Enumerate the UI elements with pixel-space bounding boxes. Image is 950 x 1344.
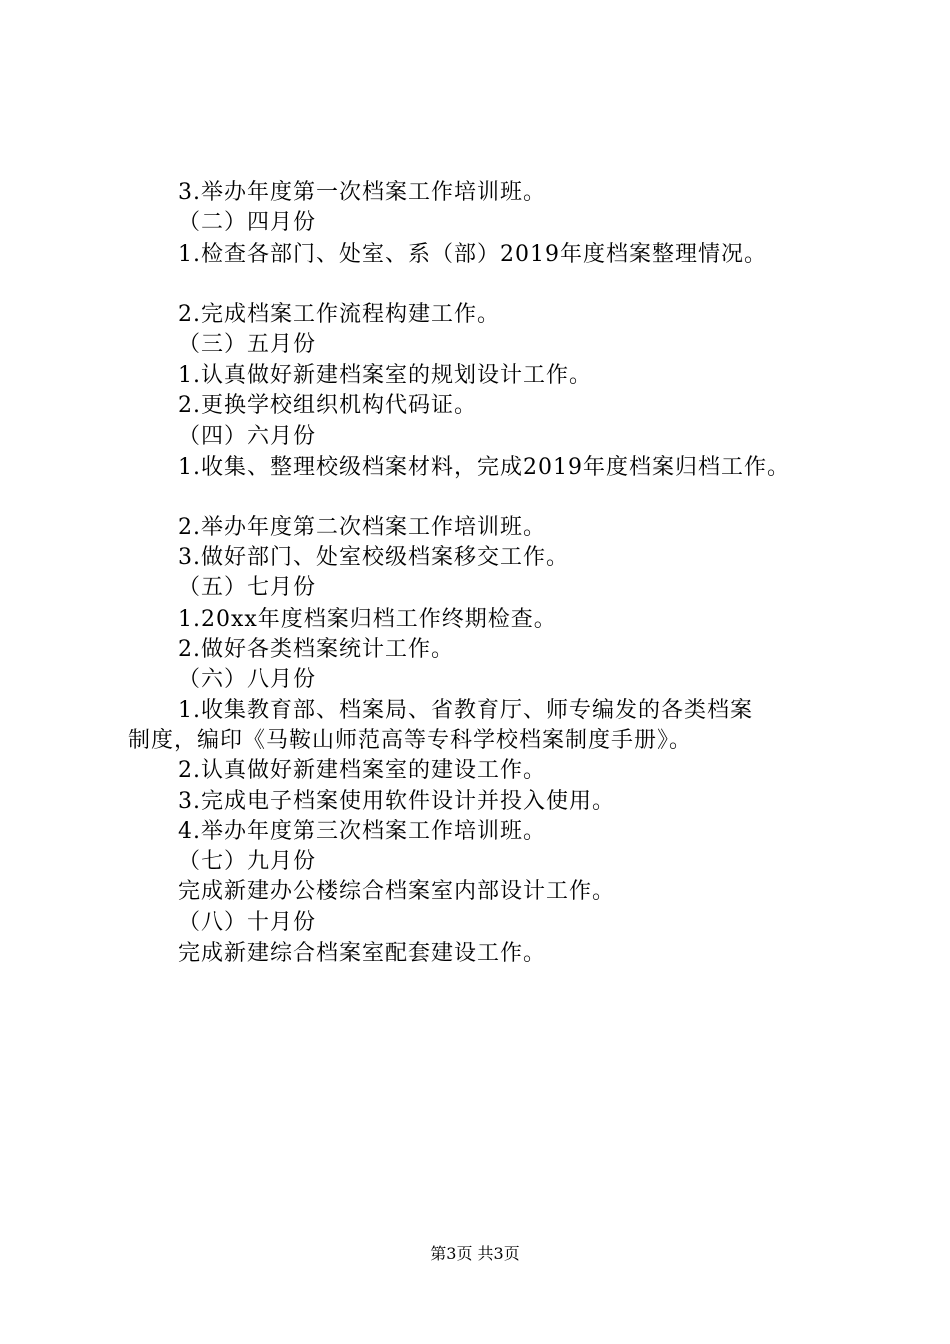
- text-line: 1.认真做好新建档案室的规划设计工作。: [178, 363, 592, 388]
- text-line: 3.完成电子档案使用软件设计并投入使用。: [178, 789, 615, 814]
- section-heading: （三）五月份: [178, 332, 317, 357]
- page-number-footer: 第3页 共3页: [430, 1244, 520, 1263]
- section-heading: （八）十月份: [178, 910, 317, 935]
- text-line: 2.更换学校组织机构代码证。: [178, 393, 477, 418]
- text-line: 3.做好部门、处室校级档案移交工作。: [178, 545, 569, 570]
- text-line: 2.做好各类档案统计工作。: [178, 637, 454, 662]
- text-line: 2.完成档案工作流程构建工作。: [178, 302, 500, 327]
- text-line: 2.举办年度第二次档案工作培训班。: [178, 515, 546, 540]
- text-line: 1.检查各部门、处室、系（部）2019年度档案整理情况。: [178, 242, 767, 267]
- section-heading: （六）八月份: [178, 667, 317, 692]
- text-line: 2.认真做好新建档案室的建设工作。: [178, 758, 546, 783]
- section-heading: （二）四月份: [178, 210, 317, 235]
- text-line: 3.举办年度第一次档案工作培训班。: [178, 180, 546, 205]
- text-line: 完成新建综合档案室配套建设工作。: [178, 941, 547, 966]
- section-heading: （七）九月份: [178, 849, 317, 874]
- text-line: 完成新建办公楼综合档案室内部设计工作。: [178, 879, 616, 904]
- section-heading: （五）七月份: [178, 575, 317, 600]
- text-line: 制度，编印《马鞍山师范高等专科学校档案制度手册》。: [128, 728, 693, 753]
- text-line: 1.20xx年度档案归档工作终期检查。: [178, 607, 557, 632]
- text-line: 1.收集教育部、档案局、省教育厅、师专编发的各类档案: [178, 698, 753, 723]
- text-line: 1.收集、整理校级档案材料，完成2019年度档案归档工作。: [178, 455, 790, 480]
- text-line: 4.举办年度第三次档案工作培训班。: [178, 819, 546, 844]
- section-heading: （四）六月份: [178, 424, 317, 449]
